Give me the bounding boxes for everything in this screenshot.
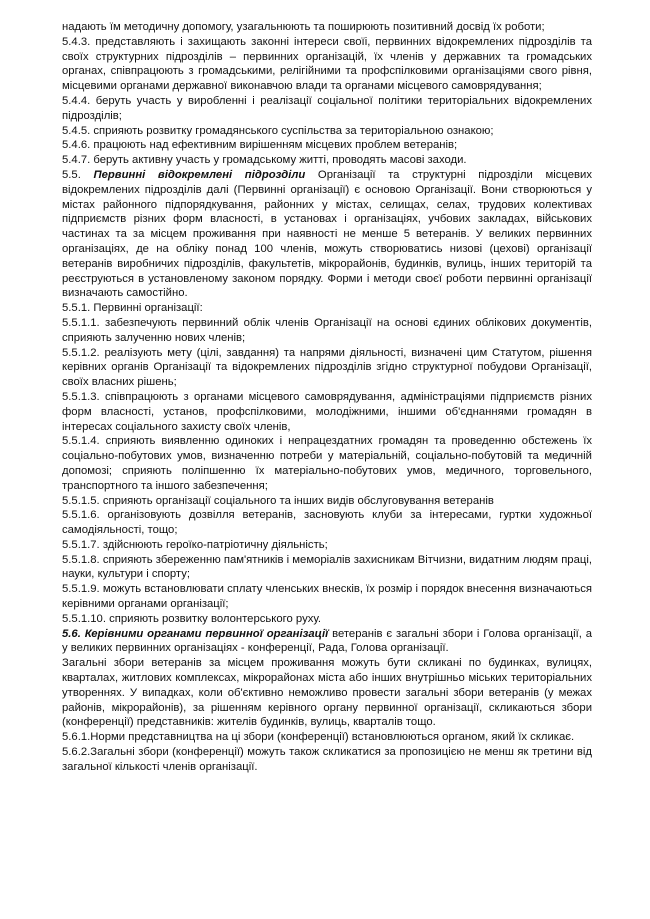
paragraph-5-4-7: 5.4.7. беруть активну участь у громадському житті, проводять масові заходи.: [62, 154, 467, 167]
document-page: [62, 20, 592, 775]
paragraph-5-5-1-4: 5.5.1.4. сприяють виявленню одиноких і непрацездатних громадян та проведенню обстежень їх соціально-побутових умов, визначенню потреби у матеріальній, соціально-побутовій та медичній допомозі; сприяють поліпшенню їх матеріально-побутових умов, медичного, торговельного, транспортного та іншого забезпечення;: [62, 435, 592, 492]
paragraph-5-4-6: 5.4.6. працюють над ефективним вирішенням місцевих проблем ветеранів;: [62, 139, 458, 152]
paragraph-5-5-1-8: 5.5.1.8. сприяють збереженню пам'ятників і меморіалів захисникам Вітчизни, видатним людям праці, науки, культури і спорту;: [62, 553, 592, 581]
paragraph-5-5-1-2: 5.5.1.2. реалізують мету (цілі, завдання) та напрями діяльності, визначені цим Статутом, рішення керівних органів Організації та відокремлених підрозділів згідно структурної побудови Організації, своїх власних рішень;: [62, 346, 592, 389]
paragraph-5-5-1-6: 5.5.1.6. організовують дозвілля ветеранів, засновують клуби за інтересами, гуртки художньої самодіяльності, тощо;: [62, 509, 592, 537]
paragraph-5-5-1: 5.5.1. Первинні організації:: [62, 302, 203, 315]
paragraph-5-5: [62, 168, 592, 301]
paragraph-5-4-5: 5.4.5. сприяють розвитку громадянського суспільства за територіальною ознакою;: [62, 124, 494, 137]
paragraph-continuation: надають їм методичну допомогу, узагальнюють та поширюють позитивний досвід їх роботи;: [62, 21, 545, 33]
paragraph-5-6: [62, 627, 592, 657]
paragraph-5-6-2: 5.6.2.Загальні збори (конференції) можуть також скликатися за пропозицією не менш як третини від загальної кількості членів організації.: [62, 746, 592, 773]
paragraph-5-5-1-9: 5.5.1.9. можуть встановлювати сплату членських внесків, їх розмір і порядок внесення визначаються керівними органами організації;: [62, 583, 592, 611]
paragraph-5-5-1-3: 5.5.1.3. співпрацюють з органами місцевого самоврядування, адміністраціями підприємств різних форм власності, установ, профспілковими, молодіжними, іншими об'єднаннями громадян в інтересах соціального захисту своїх членів,: [62, 390, 592, 433]
paragraph-5-4-3: 5.4.3. представляють і захищають законні інтереси своїі, первинних відокремлених підрозділів та своїх структурних підрозділів – первинних організацій, їх членів у державних та громадських органах, співпрацюють з громадськими, релігійними та профспілковими організаціями свого рівня, місцевими органами державної виконавчою влади та органами місцевого самоврядування;: [62, 35, 592, 93]
section-heading-5-5: Первинні відокремлені підрозділи: [93, 168, 306, 181]
paragraph-5-5-1-10: 5.5.1.10. сприяють розвитку волонтерського руху.: [62, 612, 322, 625]
paragraph-5-5-1-1: 5.5.1.1. забезпечують первинний облік членів Організації на основі єдиних облікових документів, сприяють залученню нових членів;: [62, 316, 592, 344]
paragraph-5-5-1-5: 5.5.1.5. сприяють організації соціального та інших видів обслуговування ветеранів: [62, 494, 494, 507]
section-text-5-6: ветеранів є загальні збори і Голова організації, а у великих первинних організаціях - конференції, Рада, Голова організації.: [62, 627, 592, 655]
paragraph-general-meetings: Загальні збори ветеранів за місцем проживання можуть бути скликані по будинках, вулицях, кварталах, житлових комплексах, мікрорайонах міста або інших внутрішньо міських територіальних утвореннях. У випадках, коли об'єктивно неможливо провести загальні збори ветеранів (у межах районів, мікрорайонів), за рішенням керівного органу первинної організації, скликаються збори (конференції) представників: жителів будинків, вулиць, кварталів тощо.: [62, 657, 592, 729]
paragraph-5-4-4: 5.4.4. беруть участь у виробленні і реалізації соціальної політики територіальних відокремлених підрозділів;: [62, 94, 592, 122]
section-text-5-5: Організації та структурні підрозділи місцевих відокремлених підрозділів далі (Первинні організації) є основою Організації. Вони створюються у містах районного підпорядкування, районних у містах, селищах, селах, трудових колективах підприємств різних форм власності, в установах і організаціях, учбових закладах, військових частинах та за місцем проживання при наявності не менше 5 ветеранів. У великих первинних організаціях, де на обліку понад 100 членів, можуть створюватись низові (цехові) організації ветеранів виробничих підрозділів, факультетів, мікрорайонів, будинків, вулиць, інших територій та реєструються в установленому законом порядку. Форми і методи своєї роботи первинні організації визначають самостійно.: [62, 168, 592, 300]
paragraph-5-6-1: 5.6.1.Норми представництва на ці збори (конференції) встановлюються органом, який їх скликає.: [62, 731, 575, 744]
section-number-5-5: 5.5.: [62, 168, 81, 181]
section-heading-5-6: 5.6. Керівними органами первинної організації: [62, 627, 329, 640]
paragraph-5-5-1-7: 5.5.1.7. здійснюють героїко-патріотичну діяльність;: [62, 538, 328, 551]
